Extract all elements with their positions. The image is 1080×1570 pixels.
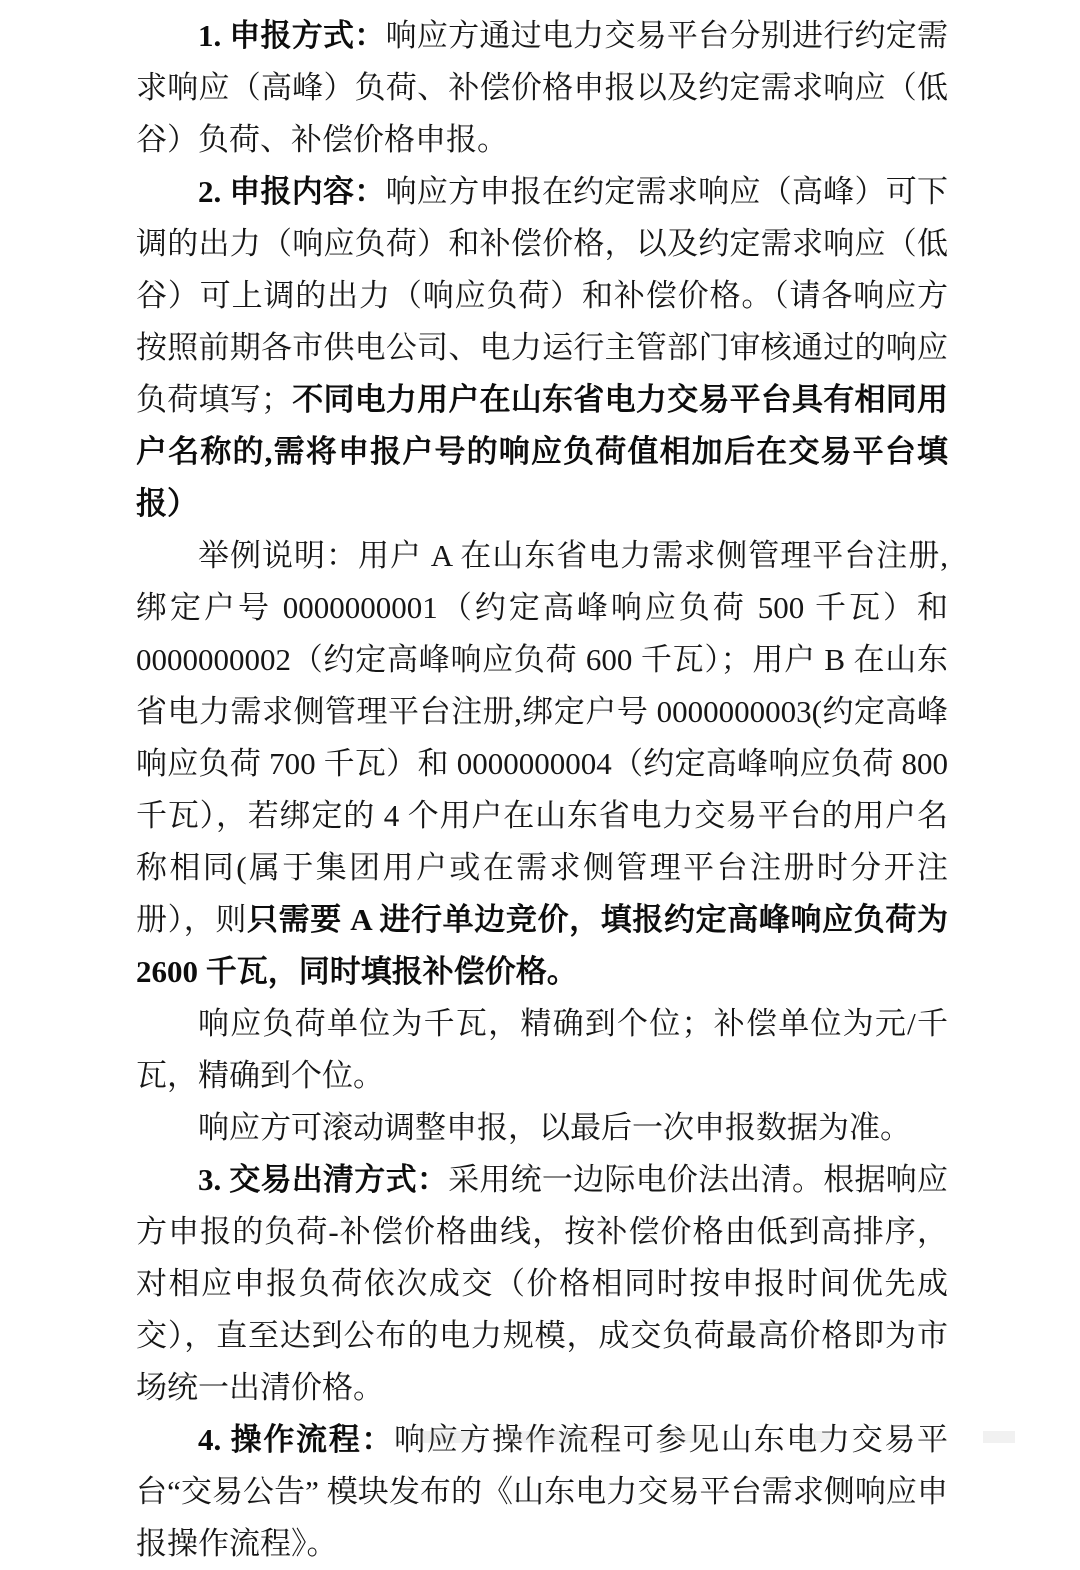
paragraph-6-text: 采用统一边际电价法出清。根据响应方申报的负荷-补偿价格曲线，按补偿价格由低到高排序，对相应申报负荷依次成交（价格相同时按申报时间优先成交），直至达到公布的电力规模，成交负荷最高价格即为市场统一出清价格。 bbox=[136, 1162, 949, 1405]
paragraph-6-heading: 3. 交易出清方式： bbox=[198, 1162, 449, 1197]
paragraph-1-text: 响应方通过电力交易平台分别进行约定需求响应（高峰）负荷、补偿价格申报以及约定需求响应（低谷）负荷、补偿价格申报。 bbox=[136, 18, 949, 157]
paragraph-7-text: 响应方操作流程可参见山东电力交易平台“交易公告” 模块发布的《山东电力交易平台需求侧响应申报操作流程》。 bbox=[136, 1422, 949, 1561]
paragraph-3-text: 举例说明：用户 A 在山东省电力需求侧管理平台注册, 绑定户号 0000000001（约定高峰响应负荷 500 千瓦）和 0000000002（约定高峰响应负荷 600 千瓦）；用户 B 在山东省电力需求侧管理平台注册,绑定户号 0000000003(约定高峰响应负荷 700 千瓦）和 0000000004（约定高峰响应负荷 800 千瓦），若绑定的 4 个用户在山东省电力交易平台的用户名称相同(属于集团用户或在需求侧管理平台注册时分开注册），则 bbox=[136, 538, 948, 937]
paragraph-4-units bbox=[136, 998, 948, 1102]
paragraph-3-example bbox=[136, 530, 948, 998]
paragraph-6-clearing-method bbox=[136, 1154, 948, 1414]
paragraph-3-bold-note: 只需要 A 进行单边竞价，填报约定高峰响应负荷为 2600 千瓦，同时填报补偿价格。 bbox=[136, 902, 948, 989]
paragraph-2-bold-note: 不同电力用户在山东省电力交易平台具有相同用户名称的,需将申报户号的响应负荷值相加后在交易平台填报） bbox=[136, 382, 949, 521]
paragraph-5-text: 响应方可滚动调整申报，以最后一次申报数据为准。 bbox=[198, 1110, 911, 1145]
paragraph-1-declaration-method bbox=[136, 10, 948, 166]
paragraph-5-rolling-adjustment bbox=[136, 1102, 948, 1154]
scan-artifact-strip bbox=[0, 1431, 1080, 1443]
paragraph-2-heading: 2. 申报内容： bbox=[198, 174, 386, 209]
paragraph-1-heading: 1. 申报方式： bbox=[198, 18, 386, 53]
paragraph-2-declaration-content bbox=[136, 166, 948, 530]
paragraph-7-heading: 4. 操作流程： bbox=[198, 1422, 395, 1457]
document-body bbox=[136, 10, 948, 1570]
paragraph-2-text: 响应方申报在约定需求响应（高峰）可下调的出力（响应负荷）和补偿价格，以及约定需求响应（低谷）可上调的出力（响应负荷）和补偿价格。（请各响应方按照前期各市供电公司、电力运行主管部门审核通过的响应负荷填写； bbox=[136, 174, 949, 417]
paragraph-4-text: 响应负荷单位为千瓦，精确到个位；补偿单位为元/千瓦，精确到个位。 bbox=[136, 1006, 948, 1093]
